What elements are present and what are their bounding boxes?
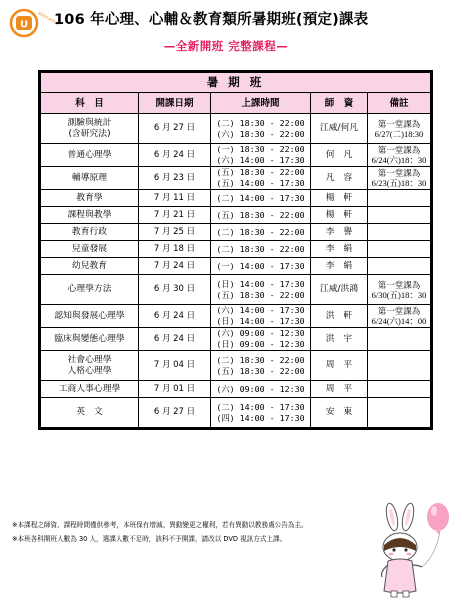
teacher-cell: 周 平 bbox=[311, 351, 368, 381]
time-cell bbox=[211, 398, 311, 428]
column-header-teacher: 師 資 bbox=[311, 93, 368, 114]
time-cell bbox=[211, 241, 311, 258]
footnote: ※本課程之師資、課程時間僅供參考，本班保有增減、異動變更之權利，若有異動以教務處公告為主。 bbox=[12, 521, 308, 529]
footnote: ※本班各科開班人數為 30 人，選課人數不足時，該科不予開課，請改以 DVD 視訊方式上課。 bbox=[12, 535, 287, 543]
table-row bbox=[41, 275, 431, 305]
note-cell bbox=[368, 258, 431, 275]
teacher-cell: 李 絹 bbox=[311, 258, 368, 275]
course-cell bbox=[41, 224, 139, 241]
time-cell-line: (六) 14:00 - 17:30 bbox=[216, 305, 305, 315]
course-cell bbox=[41, 328, 139, 351]
page-title: 106 年心理、心輔＆教育類所暑期班(預定)課表 bbox=[54, 12, 369, 28]
course-cell bbox=[41, 114, 139, 144]
note-cell bbox=[368, 328, 431, 351]
note-cell-line: 第一堂課為 bbox=[377, 145, 421, 155]
note-cell bbox=[368, 381, 431, 398]
time-cell bbox=[211, 258, 311, 275]
date-cell: 7 月 21 日 bbox=[139, 207, 211, 224]
course-cell-line: 心理學方法 bbox=[67, 284, 112, 294]
note-cell-line: 6/24(六)14：00 bbox=[371, 316, 427, 326]
date-cell: 6 月 27 日 bbox=[139, 114, 211, 144]
time-cell-line: (五) 18:30 - 22:00 bbox=[216, 289, 305, 300]
note-cell bbox=[368, 207, 431, 224]
time-cell-line: (二) 18:30 - 22:00 bbox=[216, 243, 305, 254]
time-cell bbox=[211, 381, 311, 398]
course-cell bbox=[41, 207, 139, 224]
teacher-cell: 周 平 bbox=[311, 381, 368, 398]
course-cell bbox=[41, 275, 139, 305]
date-cell: 6 月 27 日 bbox=[139, 398, 211, 428]
column-header-course: 科 目 bbox=[41, 93, 139, 114]
course-cell-line: (含研究法) bbox=[68, 128, 111, 139]
course-cell-line: 輔導原理 bbox=[71, 172, 108, 183]
time-cell-line: (六) 09:00 - 12:30 bbox=[216, 328, 305, 338]
course-cell bbox=[41, 144, 139, 167]
time-cell-line: (五) 18:30 - 22:00 bbox=[216, 365, 305, 376]
time-cell-line: (一) 18:30 - 22:00 bbox=[216, 144, 305, 154]
teacher-cell: 何 凡 bbox=[311, 144, 368, 167]
course-cell-line: 測驗與統計 bbox=[67, 117, 112, 128]
date-cell: 6 月 30 日 bbox=[139, 275, 211, 305]
time-cell-line: (一) 14:00 - 17:30 bbox=[216, 260, 305, 271]
note-cell bbox=[368, 114, 431, 144]
table-row bbox=[41, 167, 431, 190]
education-logo bbox=[8, 6, 61, 38]
teacher-cell: 楊 軒 bbox=[311, 207, 368, 224]
time-cell bbox=[211, 114, 311, 144]
time-cell-line: (四) 14:00 - 17:30 bbox=[216, 412, 305, 423]
date-cell: 7 月 24 日 bbox=[139, 258, 211, 275]
time-cell-line: (六) 14:00 - 17:30 bbox=[216, 155, 305, 165]
course-cell bbox=[41, 351, 139, 381]
course-cell-line: 兒童發展 bbox=[71, 243, 108, 254]
teacher-cell: 安 東 bbox=[311, 398, 368, 428]
table-row bbox=[41, 241, 431, 258]
page-subtitle: —全新開班 完整課程— bbox=[163, 39, 289, 53]
table-row bbox=[41, 381, 431, 398]
note-cell bbox=[368, 241, 431, 258]
note-cell bbox=[368, 275, 431, 305]
course-cell-line: 幼兒教育 bbox=[71, 260, 108, 271]
time-cell bbox=[211, 305, 311, 328]
table-row bbox=[41, 207, 431, 224]
note-cell bbox=[368, 305, 431, 328]
teacher-cell: 江威/洪鴻 bbox=[311, 275, 368, 305]
course-cell bbox=[41, 305, 139, 328]
time-cell-line: (五) 18:30 - 22:00 bbox=[216, 167, 305, 177]
date-cell: 6 月 23 日 bbox=[139, 167, 211, 190]
teacher-cell: 李 絹 bbox=[311, 241, 368, 258]
column-header-note: 備註 bbox=[368, 93, 431, 114]
course-cell-line: 教育學 bbox=[76, 192, 103, 203]
note-cell-line: 6/30(五)18：30 bbox=[371, 289, 427, 300]
course-cell bbox=[41, 381, 139, 398]
note-cell-line: 第一堂課為 bbox=[377, 168, 421, 178]
date-cell: 7 月 11 日 bbox=[139, 190, 211, 207]
bunny-mascot-illustration bbox=[370, 495, 450, 600]
teacher-cell: 江威/何凡 bbox=[311, 114, 368, 144]
time-cell bbox=[211, 144, 311, 167]
time-cell bbox=[211, 328, 311, 351]
svg-text:U: U bbox=[19, 19, 29, 31]
table-row bbox=[41, 305, 431, 328]
note-cell-line: 6/27(二)18:30 bbox=[374, 128, 424, 139]
time-cell-line: (二) 18:30 - 22:00 bbox=[216, 226, 305, 237]
time-cell-line: (二) 18:30 - 22:00 bbox=[216, 117, 305, 128]
table-row bbox=[41, 328, 431, 351]
column-header-date: 開課日期 bbox=[139, 93, 211, 114]
note-cell bbox=[368, 224, 431, 241]
note-cell-line: 6/24(六)18：30 bbox=[371, 155, 427, 165]
date-cell: 7 月 18 日 bbox=[139, 241, 211, 258]
svg-text:EDUCATION: EDUCATION bbox=[37, 10, 61, 27]
course-cell bbox=[41, 167, 139, 190]
teacher-cell: 凡 容 bbox=[311, 167, 368, 190]
time-cell-line: (二) 18:30 - 22:00 bbox=[216, 354, 305, 365]
course-cell-line: 英 文 bbox=[76, 407, 103, 417]
schedule-table bbox=[38, 70, 433, 430]
table-row bbox=[41, 351, 431, 381]
date-cell: 6 月 24 日 bbox=[139, 305, 211, 328]
date-cell: 7 月 04 日 bbox=[139, 351, 211, 381]
course-cell-line: 教育行政 bbox=[71, 226, 108, 237]
date-cell: 7 月 01 日 bbox=[139, 381, 211, 398]
time-cell-line: (日) 14:00 - 17:30 bbox=[216, 316, 305, 326]
time-cell bbox=[211, 275, 311, 305]
note-cell-line: 第一堂課為 bbox=[377, 306, 421, 316]
time-cell-line: (六) 18:30 - 22:00 bbox=[216, 128, 305, 139]
teacher-cell: 洪 宇 bbox=[311, 328, 368, 351]
course-cell bbox=[41, 190, 139, 207]
course-cell bbox=[41, 258, 139, 275]
date-cell: 6 月 24 日 bbox=[139, 144, 211, 167]
time-cell-line: (五) 14:00 - 17:30 bbox=[216, 178, 305, 188]
teacher-cell: 李 譽 bbox=[311, 224, 368, 241]
column-header-time: 上課時間 bbox=[211, 93, 311, 114]
course-cell-line: 臨床與變態心理學 bbox=[54, 333, 125, 344]
footnotes bbox=[12, 518, 392, 546]
note-cell bbox=[368, 398, 431, 428]
note-cell bbox=[368, 144, 431, 167]
course-cell bbox=[41, 398, 139, 428]
time-cell bbox=[211, 224, 311, 241]
table-row bbox=[41, 144, 431, 167]
table-row bbox=[41, 114, 431, 144]
table-row bbox=[41, 190, 431, 207]
note-cell-line: 第一堂課為 bbox=[377, 118, 421, 129]
course-cell bbox=[41, 241, 139, 258]
table-row bbox=[41, 258, 431, 275]
time-cell-line: (日) 09:00 - 12:30 bbox=[216, 339, 305, 349]
course-cell-line: 認知與發展心理學 bbox=[54, 310, 125, 321]
course-cell-line: 工商人事心理學 bbox=[58, 383, 121, 394]
note-cell bbox=[368, 351, 431, 381]
course-cell-line: 人格心理學 bbox=[67, 365, 112, 376]
time-cell-line: (六) 09:00 - 12:30 bbox=[216, 383, 305, 394]
time-cell-line: (日) 14:00 - 17:30 bbox=[216, 278, 305, 289]
table-row bbox=[41, 398, 431, 428]
table-row bbox=[41, 224, 431, 241]
date-cell: 6 月 24 日 bbox=[139, 328, 211, 351]
note-cell bbox=[368, 167, 431, 190]
time-cell-line: (二) 14:00 - 17:30 bbox=[216, 401, 305, 412]
table-banner: 暑 期 班 bbox=[41, 73, 431, 93]
time-cell bbox=[211, 351, 311, 381]
note-cell-line: 第一堂課為 bbox=[377, 279, 421, 290]
time-cell bbox=[211, 207, 311, 224]
teacher-cell: 楊 軒 bbox=[311, 190, 368, 207]
course-cell-line: 社會心理學 bbox=[67, 354, 112, 365]
time-cell bbox=[211, 190, 311, 207]
time-cell-line: (二) 14:00 - 17:30 bbox=[216, 192, 305, 203]
time-cell bbox=[211, 167, 311, 190]
teacher-cell: 洪 軒 bbox=[311, 305, 368, 328]
course-cell-line: 普通心理學 bbox=[67, 149, 112, 160]
note-cell-line: 6/23(五)18：30 bbox=[371, 178, 427, 188]
note-cell bbox=[368, 190, 431, 207]
time-cell-line: (五) 18:30 - 22:00 bbox=[216, 209, 305, 220]
course-cell-line: 課程與教學 bbox=[67, 209, 112, 220]
date-cell: 7 月 25 日 bbox=[139, 224, 211, 241]
